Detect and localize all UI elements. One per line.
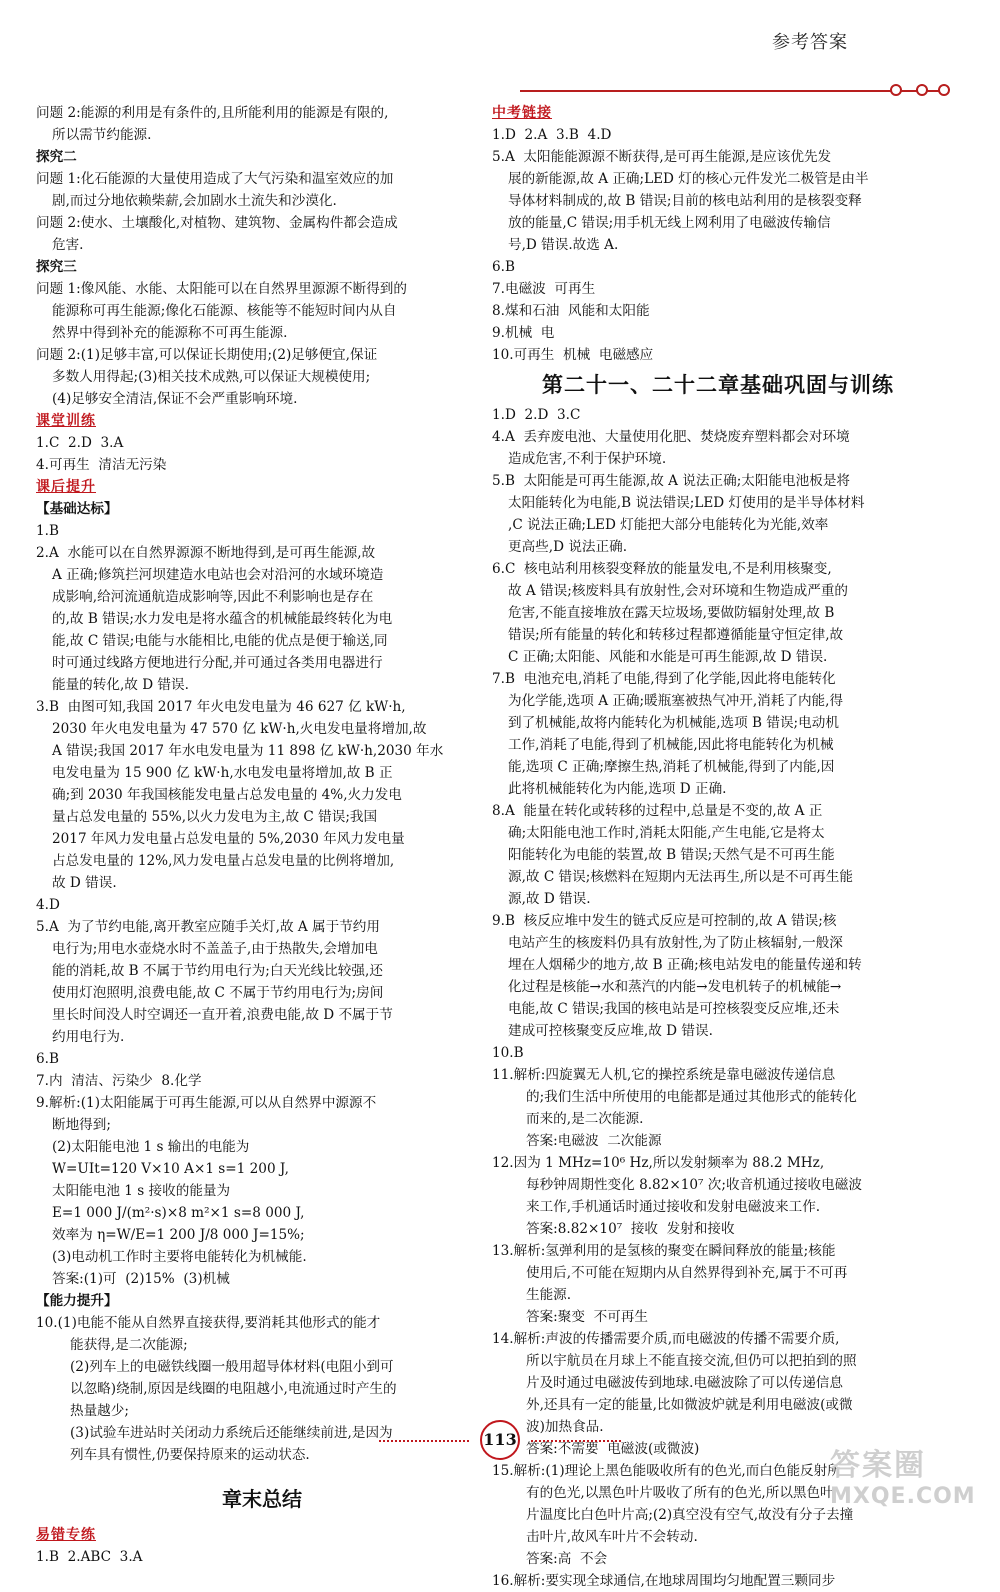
text-line: 答案:8.82×10⁷ 接收 发射和接收 (526, 1221, 735, 1237)
text-line: 埋在人烟稀少的地方,故 B 正确;核电站发电的能量传递和转 (508, 957, 862, 973)
text-line: 2.A 水能可以在自然界源源不断地得到,是可再生能源,故 (36, 545, 376, 561)
text-line: 问题 2:使水、土壤酸化,对植物、建筑物、金属构件都会造成 (36, 215, 398, 231)
text-line: 效率为 η=W/E=1 200 J/8 000 J=15%; (52, 1227, 305, 1243)
text-line: 太阳能电池 1 s 接收的能量为 (52, 1183, 231, 1199)
text-line: 号,D 错误.故选 A. (508, 237, 619, 253)
text-line: 10.B (492, 1045, 524, 1061)
text-line: 12.因为 1 MHz=10⁶ Hz,所以发射频率为 88.2 MHz, (492, 1155, 825, 1171)
text-line: 16.解析:要实现全球通信,在地球周围均匀地配置三颗同步 (492, 1573, 836, 1589)
text-line: 8.煤和石油 风能和太阳能 (492, 303, 650, 319)
section-heading: 第二十一、二十二章基础巩固与训练 (542, 372, 894, 397)
text-line: 化过程是核能→水和蒸汽的内能→发电机转子的机械能→ (508, 979, 842, 995)
text-line: 6.C 核电站利用核裂变释放的能量发电,不是利用核聚变, (492, 561, 832, 577)
text-line: 电行为;用电水壶烧水时不盖盖子,由于热散失,会增加电 (52, 941, 378, 957)
text-line: 能源称可再生能源;像化石能源、核能等不能短时间内从自 (52, 303, 397, 319)
text-line: W=UIt=120 V×10 A×1 s=1 200 J, (52, 1161, 289, 1177)
text-line: 更高些,D 说法正确. (508, 539, 628, 555)
text-line: 工作,消耗了电能,得到了机械能,因此将电能转化为机械 (508, 737, 834, 753)
page-number-dots (379, 1440, 469, 1442)
text-line: 1.C 2.D 3.A (36, 435, 124, 451)
text-line: 到了机械能,故将内能转化为机械能,选项 B 错误;电动机 (508, 715, 839, 731)
text-line: 14.解析:声波的传播需要介质,而电磁波的传播不需要介质, (492, 1331, 840, 1347)
text-line: 15.解析:(1)理论上黑色能吸收所有的色光,而白色能反射所 (492, 1463, 841, 1479)
text-line: 探究三 (36, 259, 77, 275)
watermark-line2: MXQE.COM (830, 1484, 976, 1509)
watermark-line1: 答案圈 (830, 1448, 926, 1483)
text-line: 每秒钟周期性变化 8.82×10⁷ 次;收音机通过接收电磁波 (526, 1177, 862, 1193)
text-line: 5.A 太阳能能源源不断获得,是可再生能源,是应该优先发 (492, 149, 832, 165)
text-line: 有的色光,以黑色叶片吸收了所有的色光,所以黑色叶 (526, 1485, 834, 1501)
text-line: 太阳能转化为电能,B 说法错误;LED 灯使用的是半导体材料 (508, 495, 865, 511)
text-line: 能,选项 C 正确;摩擦生热,消耗了机械能,得到了内能,因 (508, 759, 835, 775)
right-column (492, 102, 944, 1592)
text-line: 造成危害,不利于保护环境. (508, 451, 667, 467)
text-line: 以忽略)绕制,原因是线圈的电阻越小,电流通过时产生的 (70, 1381, 397, 1397)
text-line: 6.B (492, 259, 515, 275)
text-line: 电发电量为 15 900 亿 kW·h,水电发电量将增加,故 B 正 (52, 765, 393, 781)
text-line: 9.解析:(1)太阳能属于可再生能源,可以从自然界中源源不 (36, 1095, 377, 1111)
header-ornament (916, 84, 928, 96)
text-line: 问题 2:能源的利用是有条件的,且所能利用的能源是有限的, (36, 105, 389, 121)
text-line: 约用电行为. (52, 1029, 125, 1045)
header-ornament (938, 84, 950, 96)
watermark-logo (830, 1440, 990, 1509)
text-line: 确;到 2030 年我国核能发电量占总发电量的 4%,火力发电 (52, 787, 402, 803)
text-line: 放的能量,C 错误;用手机无线上网利用了电磁波传输信 (508, 215, 831, 231)
text-line: 多数人用得起;(3)相关技术成熟,可以保证大规模使用; (52, 369, 371, 385)
text-line: 列车具有惯性,仍要保持原来的运动状态. (70, 1447, 310, 1463)
text-line: (2)列车上的电磁铁线圈一般用超导体材料(电阻小到可 (70, 1359, 394, 1375)
text-line: 【基础达标】 (36, 501, 118, 517)
text-line: ,C 说法正确;LED 灯能把大部分电能转化为光能,效率 (508, 517, 829, 533)
text-line: 【能力提升】 (36, 1293, 118, 1309)
text-line: 1.D 2.D 3.C (492, 407, 581, 423)
text-line: 剧,而过分地依赖柴薪,会加剧水土流失和沙漠化. (52, 193, 337, 209)
text-line: 的,故 B 错误;水力发电是将水蕴含的机械能最终转化为电 (52, 611, 393, 627)
left-column (36, 102, 488, 1568)
text-line: 问题 2:(1)足够丰富,可以保证长期使用;(2)足够便宜,保证 (36, 347, 378, 363)
text-line: 里长时间没人时空调还一直开着,浪费电能,故 D 不属于节 (52, 1007, 393, 1023)
text-line: 1.B 2.ABC 3.A (36, 1549, 143, 1565)
text-line: 9.B 核反应堆中发生的链式反应是可控制的,故 A 错误;核 (492, 913, 837, 929)
text-line: 答案:聚变 不可再生 (526, 1309, 648, 1325)
text-line: 时可通过线路方便地进行分配,并可通过各类用电器进行 (52, 655, 383, 671)
text-line: 危害. (52, 237, 84, 253)
text-line: 量占总发电量的 55%,以火力发电为主,故 C 错误;我国 (52, 809, 378, 825)
text-line: 来工作,手机通话时通过接收和发射电磁波来工作. (526, 1199, 821, 1215)
section-label: 课堂训练 (36, 413, 96, 429)
text-line: A 错误;我国 2017 年水电发电量为 11 898 亿 kW·h,2030 年水 (52, 743, 444, 759)
text-line: 击叶片,故风车叶片不会转动. (526, 1529, 698, 1545)
header-rule (520, 90, 940, 92)
text-line: 确;太阳能电池工作时,消耗太阳能,产生电能,它是将太 (508, 825, 825, 841)
text-line: 而来的,是二次能源. (526, 1111, 644, 1127)
text-line: 危害,不能直接堆放在露天垃圾场,要做防辐射处理,故 B (508, 605, 835, 621)
text-line: 为化学能,选项 A 正确;暖瓶塞被热气冲开,消耗了内能,得 (508, 693, 844, 709)
text-line: 3.B 由图可知,我国 2017 年火电发电量为 46 627 亿 kW·h, (36, 699, 406, 715)
text-line: (2)太阳能电池 1 s 输出的电能为 (52, 1139, 250, 1155)
text-line: 电能,故 C 错误;我国的核电站是可控核裂变反应堆,还未 (508, 1001, 840, 1017)
text-line: 答案:高 不会 (526, 1551, 608, 1567)
text-line: 7.内 清洁、污染少 8.化学 (36, 1073, 202, 1089)
text-line: 外,还具有一定的能量,比如微波炉就是利用电磁波(或微 (526, 1397, 853, 1413)
text-line: 展的新能源,故 A 正确;LED 灯的核心元件发光二极管是由半 (508, 171, 869, 187)
text-line: 4.A 丢弃废电池、大量使用化肥、焚烧废弃塑料都会对环境 (492, 429, 850, 445)
text-line: 使用后,不可能在短期内从自然界得到补充,属于不可再 (526, 1265, 848, 1281)
text-line: 使用灯泡照明,浪费电能,故 C 不属于节约用电行为;房间 (52, 985, 384, 1001)
text-line: 能量的转化,故 D 错误. (52, 677, 189, 693)
text-line: 片及时通过电磁波传到地球.电磁波除了可以传递信息 (526, 1375, 843, 1391)
text-line: 波)加热食品. (526, 1419, 604, 1435)
text-line: 建成可控核聚变反应堆,故 D 错误. (508, 1023, 713, 1039)
text-line: 此将机械能转化为内能,选项 D 正确. (508, 781, 727, 797)
text-line: 10.(1)电能不能从自然界直接获得,要消耗其他形式的能才 (36, 1315, 381, 1331)
text-line: 然界中得到补充的能源称不可再生能源. (52, 325, 288, 341)
text-line: 2030 年火电发电量为 47 570 亿 kW·h,火电发电量将增加,故 (52, 721, 427, 737)
text-line: 的;我们生活中所使用的电能都是通过其他形式的能转化 (526, 1089, 857, 1105)
text-line: 片温度比白色叶片高;(2)真空没有空气,故没有分子去撞 (526, 1507, 854, 1523)
text-line: 6.B (36, 1051, 59, 1067)
text-line: 11.解析:四旋翼无人机,它的操控系统是靠电磁波传递信息 (492, 1067, 836, 1083)
text-line: 源,故 D 错误. (508, 891, 591, 907)
page-number-dots (531, 1440, 621, 1442)
text-line: 生能源. (526, 1287, 572, 1303)
text-line: 答案:不需要 电磁波(或微波) (526, 1441, 700, 1457)
text-line: 9.机械 电 (492, 325, 555, 341)
text-line: 1.D 2.A 3.B 4.D (492, 127, 612, 143)
text-line: 2017 年风力发电量占总发电量的 5%,2030 年风力发电量 (52, 831, 405, 847)
text-line: 能,故 C 错误;电能与水能相比,电能的优点是便于输送,同 (52, 633, 388, 649)
text-line: 阳能转化为电能的装置,故 B 错误;天然气是不可再生能 (508, 847, 835, 863)
text-line: 8.A 能量在转化或转移的过程中,总量是不变的,故 A 正 (492, 803, 823, 819)
text-line: 10.可再生 机械 电磁感应 (492, 347, 654, 363)
chapter-summary-heading: 章末总结 (222, 1487, 302, 1511)
text-line: 5.A 为了节约电能,离开教室应随手关灯,故 A 属于节约用 (36, 919, 380, 935)
text-line: 1.B (36, 523, 59, 539)
text-line: 4.D (36, 897, 60, 913)
text-line: (3)电动机工作时主要将电能转化为机械能. (52, 1249, 307, 1265)
text-line: 故 A 错误;核废料具有放射性,会对环境和生物造成严重的 (508, 583, 849, 599)
text-line: 电站产生的核废料仍具有放射性,为了防止核辐射,一般深 (508, 935, 843, 951)
text-line: E=1 000 J/(m²·s)×8 m²×1 s=8 000 J, (52, 1205, 305, 1221)
section-label: 课后提升 (36, 479, 96, 495)
text-line: 问题 1:化石能源的大量使用造成了大气污染和温室效应的加 (36, 171, 394, 187)
text-line: 答案:电磁波 二次能源 (526, 1133, 662, 1149)
text-line: 故 D 错误. (52, 875, 117, 891)
text-line: 问题 1:像风能、水能、太阳能可以在自然界里源源不断得到的 (36, 281, 407, 297)
text-line: 成影响,给河流通航造成影响等,因此不利影响也是存在 (52, 589, 374, 605)
text-line: 7.电磁波 可再生 (492, 281, 596, 297)
text-line: 热量越少; (70, 1403, 129, 1419)
text-line: (3)试验车进站时关闭动力系统后还能继续前进,是因为 (70, 1425, 393, 1441)
section-label: 中考链接 (492, 105, 552, 121)
text-line: 4.可再生 清洁无污染 (36, 457, 167, 473)
text-line: 源,故 C 错误;核燃料在短期内无法再生,所以是不可再生能 (508, 869, 853, 885)
text-line: 所以需节约能源. (52, 127, 152, 143)
text-line: A 正确;修筑拦河坝建造水电站也会对沿河的水域环境造 (52, 567, 384, 583)
text-line: 探究二 (36, 149, 77, 165)
header-title: 参考答案 (772, 32, 848, 53)
text-line: (4)足够安全清洁,保证不会严重影响环境. (52, 391, 298, 407)
header-ornament (890, 84, 902, 96)
text-line: 能获得,是二次能源; (70, 1337, 188, 1353)
text-line: 7.B 电池充电,消耗了电能,得到了化学能,因此将电能转化 (492, 671, 836, 687)
section-label: 易错专练 (36, 1527, 96, 1543)
text-line: 能的消耗,故 B 不属于节约用电行为;白天光线比较强,还 (52, 963, 383, 979)
text-line: 错误;所有能量的转化和转移过程都遵循能量守恒定律,故 (508, 627, 844, 643)
text-line: C 正确;太阳能、风能和水能是可再生能源,故 D 错误. (508, 649, 828, 665)
page-number: 113 (480, 1420, 520, 1460)
text-line: 13.解析:氢弹利用的是氢核的聚变在瞬间释放的能量;核能 (492, 1243, 836, 1259)
text-line: 所以宇航员在月球上不能直接交流,但仍可以把拍到的照 (526, 1353, 857, 1369)
text-line: 占总发电量的 12%,风力发电量占总发电量的比例将增加, (52, 853, 395, 869)
text-line: 5.B 太阳能是可再生能源,故 A 说法正确;太阳能电池板是将 (492, 473, 851, 489)
text-line: 答案:(1)可 (2)15% (3)机械 (52, 1271, 230, 1287)
text-line: 断地得到; (52, 1117, 111, 1133)
text-line: 导体材料制成的,故 B 错误;目前的核电站利用的是核裂变释 (508, 193, 862, 209)
